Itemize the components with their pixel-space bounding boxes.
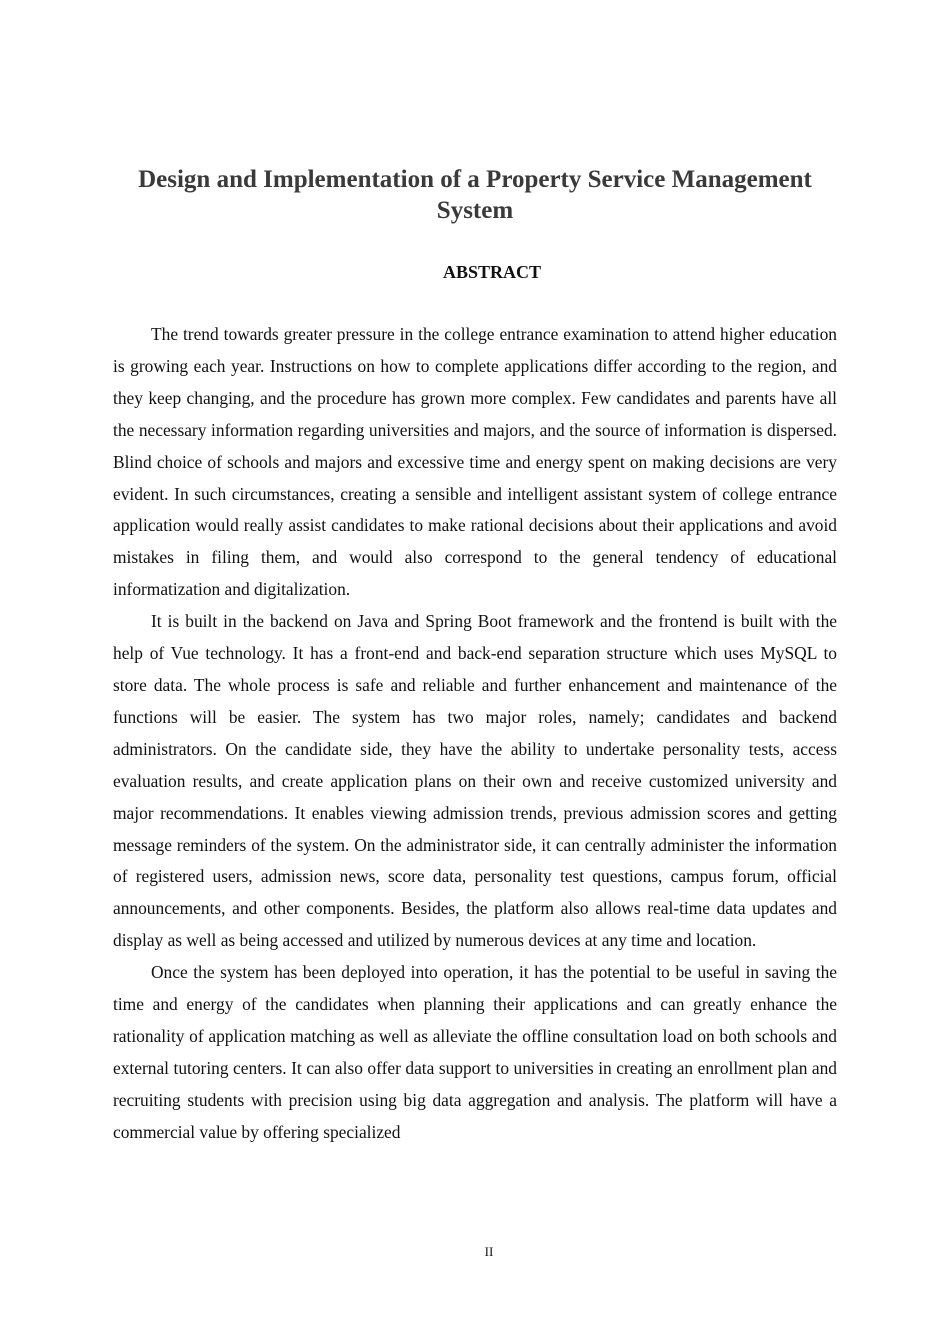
abstract-paragraph-3: Once the system has been deployed into operation, it has the potential to be useful in saving the time and energy of the candidates when planning their applications and can greatly enhance the rationality of application matching as well as alleviate the offline consultation load on both schools and external tutoring centers. It can also offer data support to universities in creating an enrollment plan and recruiting students with precision using big data aggregation and analysis. The platform will have a commercial value by offering specialized <box>113 962 837 1142</box>
abstract-heading: ABSTRACT <box>442 262 542 282</box>
document-title: Design and Implementation of a Property Service Management System <box>138 166 812 224</box>
page-number: II <box>484 1244 494 1259</box>
abstract-body <box>113 319 837 1149</box>
abstract-paragraph-2: It is built in the backend on Java and Spring Boot framework and the frontend is built with the help of Vue technology. It has a front-end and back-end separation structure which uses MySQL to store data. The whole process is safe and reliable and further enhancement and maintenance of the functions will be easier. The system has two major roles, namely; candidates and backend administrators. On the candidate side, they have the ability to undertake personality tests, access evaluation results, and create application plans on their own and receive customized university and major recommendations. It enables viewing admission trends, previous admission scores and getting message reminders of the system. On the administrator side, it can centrally administer the information of registered users, admission news, score data, personality test questions, campus forum, official announcements, and other components. Besides, the platform also allows real-time data updates and display as well as being accessed and utilized by numerous devices at any time and location. <box>113 611 837 951</box>
abstract-paragraph-1: The trend towards greater pressure in the college entrance examination to attend higher education is growing each year. Instructions on how to complete applications differ according to the region, and they keep changing, and the procedure has grown more complex. Few candidates and parents have all the necessary information regarding universities and majors, and the source of information is dispersed. Blind choice of schools and majors and excessive time and energy spent on making decisions are very evident. In such circumstances, creating a sensible and intelligent assistant system of college entrance application would really assist candidates to make rational decisions about their applications and avoid mistakes in filing them, and would also correspond to the general tendency of educational informatization and digitalization. <box>113 324 837 600</box>
